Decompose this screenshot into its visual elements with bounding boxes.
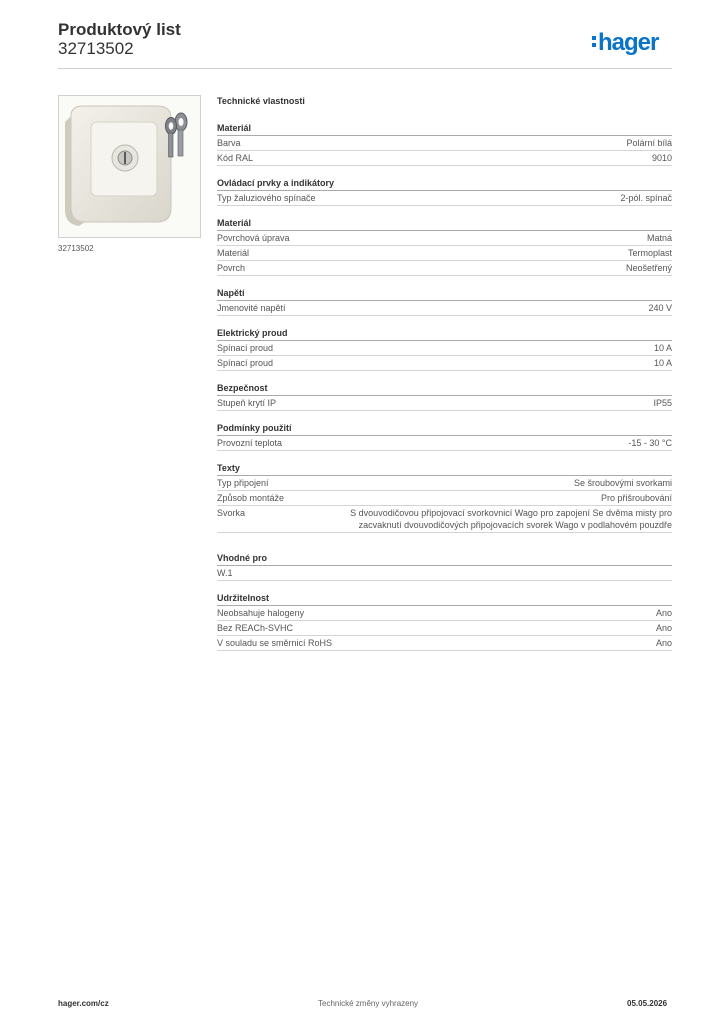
spec-value: Matná — [646, 233, 672, 243]
group-conditions — [217, 422, 672, 451]
group-material-1 — [217, 122, 672, 166]
spec-row — [217, 301, 672, 316]
spec-label: Povrch — [217, 263, 246, 273]
spec-value: -15 - 30 °C — [628, 438, 672, 448]
spec-row — [217, 356, 672, 371]
group-title: Bezpečnost — [217, 382, 672, 396]
spec-label: Způsob montáže — [217, 493, 285, 503]
spec-label: Neobsahuje halogeny — [217, 608, 305, 618]
spec-value: 240 V — [648, 303, 672, 313]
group-current — [217, 327, 672, 371]
spec-value: Ano — [655, 608, 672, 618]
spec-value: S dvouvodičovou připojovací svorkovnicí Wago pro zapojení Se dvěma misty pro zacvaknutí dvouvodičových připojovacích svorek Wago v podlahovém pouzdře — [350, 508, 672, 530]
header-divider — [58, 68, 672, 69]
spec-row — [217, 506, 672, 533]
spec-label: Kód RAL — [217, 153, 254, 163]
product-number: 32713502 — [58, 39, 134, 58]
spec-value: Ano — [655, 623, 672, 633]
spec-label: Bez REACh-SVHC — [217, 623, 294, 633]
group-title: Vhodné pro — [217, 552, 672, 566]
spec-row — [217, 151, 672, 166]
group-title: Materiál — [217, 217, 672, 231]
spec-label: Provozní teplota — [217, 438, 283, 448]
technical-specs — [217, 96, 672, 662]
group-title: Ovládací prvky a indikátory — [217, 177, 672, 191]
spec-label: Svorka — [217, 508, 246, 518]
spec-row — [217, 191, 672, 206]
product-image — [58, 95, 201, 238]
group-title: Texty — [217, 462, 672, 476]
spec-value: 9010 — [651, 153, 672, 163]
spec-row — [217, 396, 672, 411]
group-title: Podmínky použití — [217, 422, 672, 436]
document-title: Produktový list — [58, 20, 181, 39]
logo-text: hager — [598, 29, 659, 56]
spec-value: Ano — [655, 638, 672, 648]
hager-logo — [592, 30, 658, 56]
spec-label: Jmenovité napětí — [217, 303, 286, 313]
group-suitable-for — [217, 552, 672, 581]
spec-value: 10 A — [653, 343, 672, 353]
group-title: Elektrický proud — [217, 327, 672, 341]
spec-value: Termoplast — [627, 248, 672, 258]
spec-row — [217, 246, 672, 261]
spec-label: Stupeň krytí IP — [217, 398, 277, 408]
group-texts — [217, 462, 672, 533]
group-controls — [217, 177, 672, 206]
spacer — [217, 544, 672, 552]
spec-label: W.1 — [217, 568, 233, 578]
spec-value: 2-pól. spínač — [620, 193, 672, 203]
group-title: Materiál — [217, 122, 672, 136]
spec-label: Typ připojení — [217, 478, 269, 488]
spec-label: Materiál — [217, 248, 250, 258]
spec-row — [217, 636, 672, 651]
spec-label: V souladu se směrnicí RoHS — [217, 638, 333, 648]
spec-row — [217, 261, 672, 276]
key-switch-illustration — [59, 96, 200, 237]
keys-icon — [166, 113, 188, 157]
spec-value: Polární bílá — [626, 138, 672, 148]
spec-row — [217, 476, 672, 491]
footer-date: 05.05.2026 — [627, 999, 668, 1008]
spec-value: IP55 — [653, 398, 672, 408]
footer-website-link[interactable]: hager.com/cz — [58, 999, 109, 1008]
spec-label: Spínací proud — [217, 358, 274, 368]
group-title: Napětí — [217, 287, 672, 301]
spec-row — [217, 436, 672, 451]
spec-value: Neošetřený — [625, 263, 672, 273]
image-caption: 32713502 — [58, 244, 94, 253]
group-title: Udržitelnost — [217, 592, 672, 606]
spec-row — [217, 606, 672, 621]
spec-value: Pro přišroubování — [600, 493, 672, 503]
spec-row — [217, 566, 672, 581]
group-safety — [217, 382, 672, 411]
spec-row — [217, 231, 672, 246]
spec-label: Spínací proud — [217, 343, 274, 353]
spec-value: 10 A — [653, 358, 672, 368]
group-material-2 — [217, 217, 672, 276]
spec-label: Povrchová úprava — [217, 233, 290, 243]
group-sustainability — [217, 592, 672, 651]
spec-value: Se šroubovými svorkami — [573, 478, 672, 488]
spec-row — [217, 341, 672, 356]
spec-label: Barva — [217, 138, 241, 148]
group-voltage — [217, 287, 672, 316]
spec-row — [217, 136, 672, 151]
footer-disclaimer: Technické změny vyhrazeny — [318, 999, 419, 1008]
spec-row — [217, 491, 672, 506]
specs-title: Technické vlastnosti — [217, 96, 305, 106]
spec-row — [217, 621, 672, 636]
spec-label: Typ žaluziového spínače — [217, 193, 316, 203]
